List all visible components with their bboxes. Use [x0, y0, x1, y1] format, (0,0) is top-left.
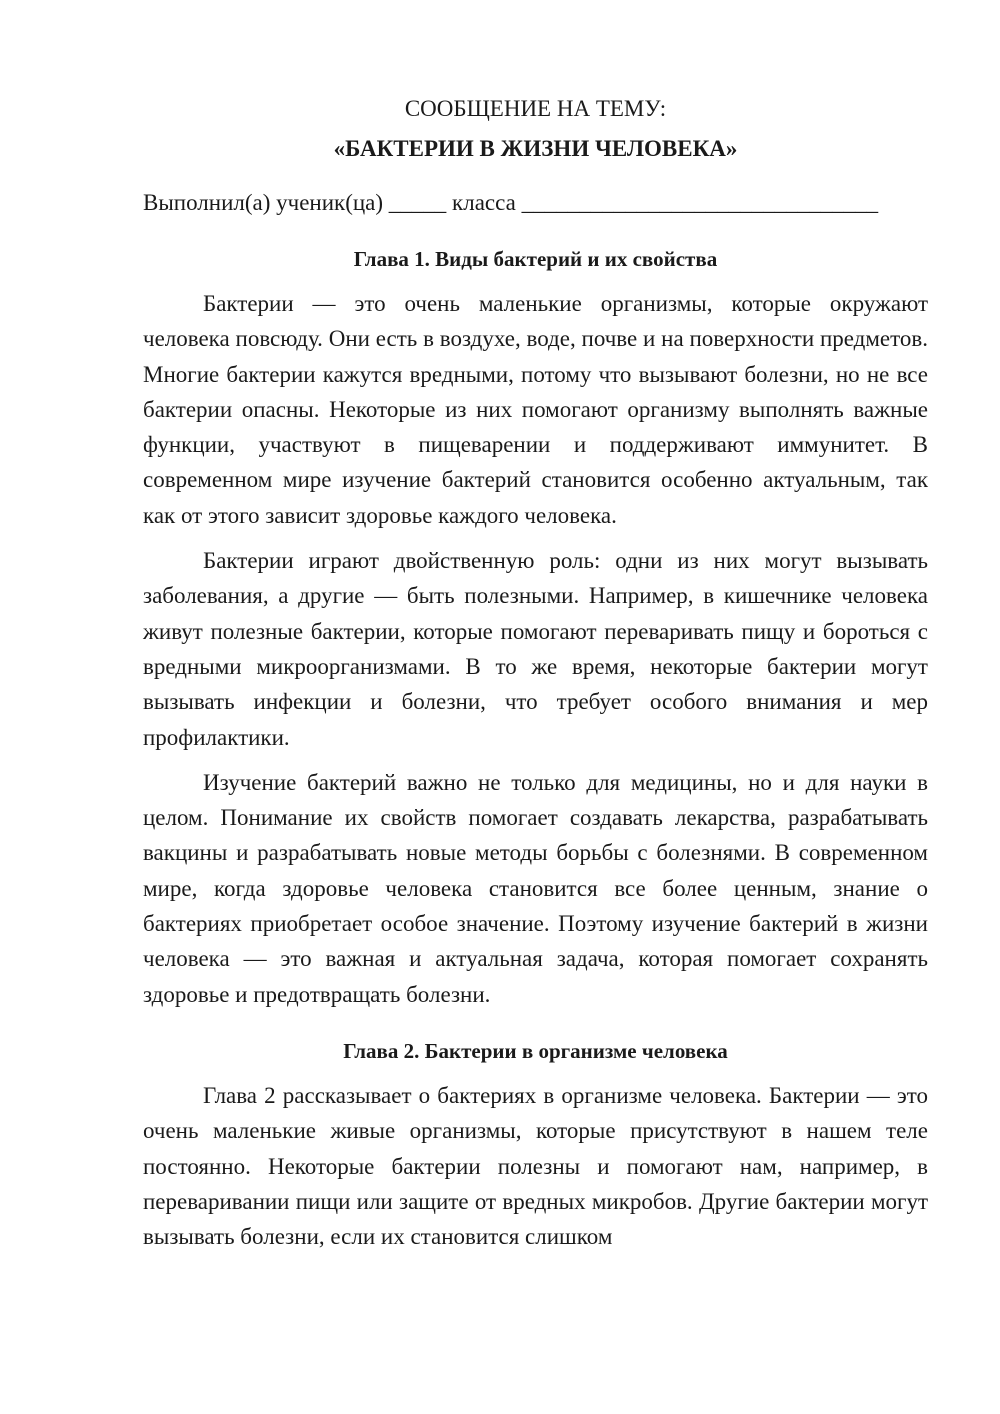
author-line: Выполнил(а) ученик(ца) _____ класса _______________________________ — [143, 190, 879, 215]
document-title-line-1: СООБЩЕНИЕ НА ТЕМУ: — [404, 96, 667, 121]
chapter-2-paragraph-1: Глава 2 рассказывает о бактериях в организме человека. Бактерии — это очень маленькие живые организмы, которые присутствуют в нашем теле постоянно. Некоторые бактерии полезны и помогают нам, например, в переваривании пищи или защите от вредных микробов. Другие бактерии могут вызывать болезни, если их становится слишком — [143, 1082, 928, 1250]
chapter-1-paragraph-1: Бактерии — это очень маленькие организмы, которые окружают человека повсюду. Они есть в воздухе, воде, почве и на поверхности предметов. Многие бактерии кажутся вредными, потому что вызывают болезни, но не все бактерии опасны. Некоторые из них помогают организму выполнять важные функции, участвуют в пищеварении и поддерживают иммунитет. В современном мире изучение бактерий становится особенно актуальным, так как от этого зависит здоровье каждого человека. — [143, 291, 928, 528]
chapter-1-paragraph-2: Бактерии играют двойственную роль: одни из них могут вызывать заболевания, а другие — быть полезными. Например, в кишечнике человека живут полезные бактерии, которые помогают переваривать пищу и бороться с вредными микроорганизмами. В то же время, некоторые бактерии могут вызывать инфекции и болезни, что требует особого внимания и мер профилактики. — [143, 548, 928, 750]
chapter-2-heading: Глава 2. Бактерии в организме человека — [343, 1038, 728, 1063]
document-title-line-2: «БАКТЕРИИ В ЖИЗНИ ЧЕЛОВЕКА» — [333, 136, 738, 161]
chapter-1-paragraph-3: Изучение бактерий важно не только для медицины, но и для науки в целом. Понимание их свойств помогает создавать лекарства, разрабатывать вакцины и разрабатывать новые методы борьбы с болезнями. В современном мире, когда здоровье человека становится все более ценным, знание о бактериях приобретает особое значение. Поэтому изучение бактерий в жизни человека — это важная и актуальная задача, которая помогает сохранять здоровье и предотвращать болезни. — [143, 769, 928, 1007]
chapter-1-heading: Глава 1. Виды бактерий и их свойства — [353, 247, 718, 271]
document-page — [143, 92, 928, 1264]
